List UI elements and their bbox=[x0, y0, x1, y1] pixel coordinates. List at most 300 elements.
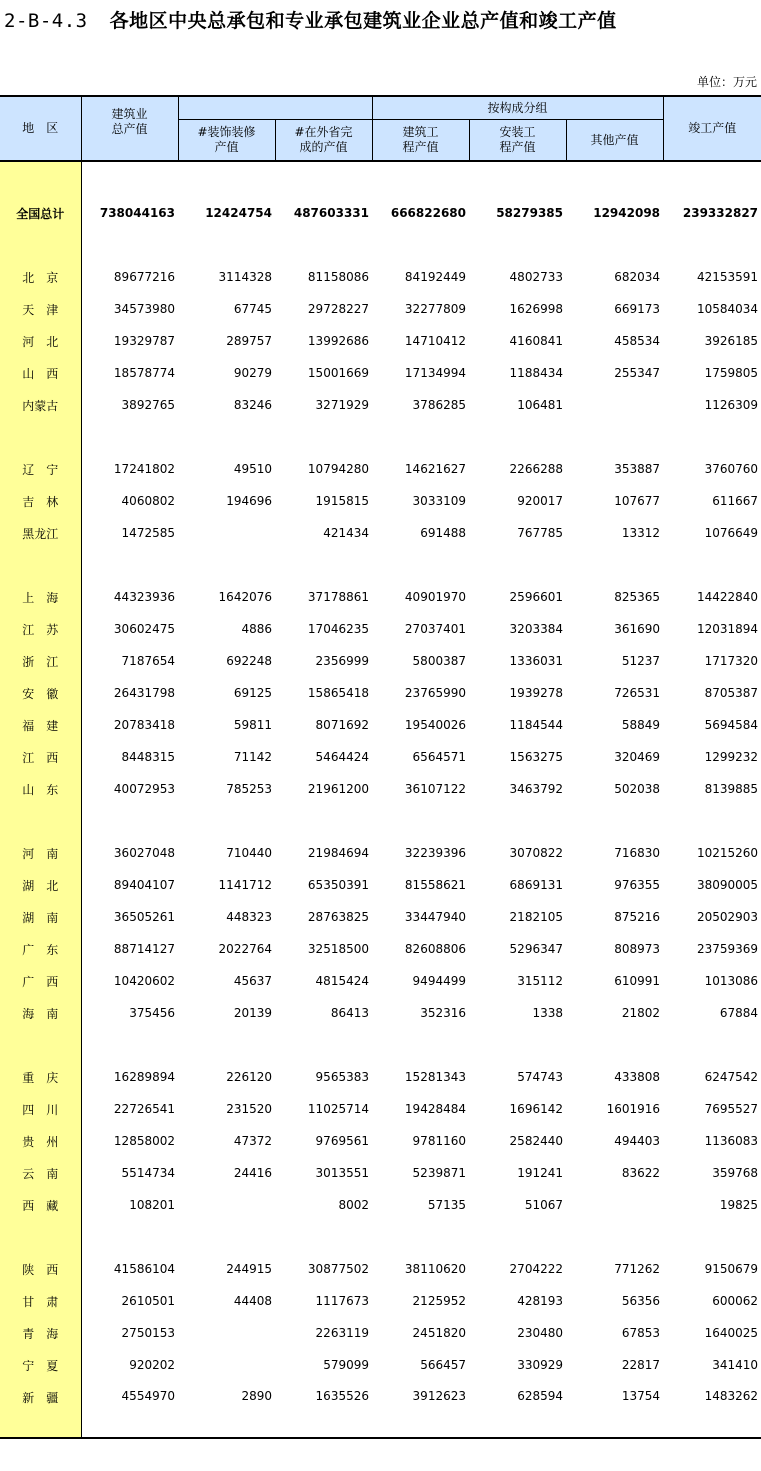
cell-construction: 19540026 bbox=[404, 718, 466, 732]
cell-gross-output: 10420602 bbox=[113, 974, 175, 988]
cell-completed: 239332827 bbox=[682, 206, 759, 220]
cell-gross-output: 20783418 bbox=[113, 718, 175, 732]
cell-other: 808973 bbox=[614, 942, 661, 956]
cell-construction: 33447940 bbox=[404, 910, 466, 924]
cell-construction: 32277809 bbox=[404, 302, 466, 316]
cell-completed: 14422840 bbox=[696, 590, 759, 604]
cell-decoration: 83246 bbox=[233, 398, 272, 412]
page-title bbox=[4, 6, 617, 33]
cell-gross-output: 26431798 bbox=[113, 686, 175, 700]
region-name: 重 庆 bbox=[0, 1061, 81, 1093]
cell-construction: 40901970 bbox=[404, 590, 466, 604]
cell-decoration: 20139 bbox=[233, 1006, 272, 1020]
table-row bbox=[0, 1157, 761, 1189]
cell-completed: 1076649 bbox=[704, 526, 759, 540]
spacer-cell bbox=[275, 805, 372, 837]
cell-construction: 691488 bbox=[420, 526, 466, 540]
cell-gross-output: 41586104 bbox=[113, 1262, 175, 1276]
cell-outside-province: 4815424 bbox=[315, 974, 369, 988]
cell-gross-output: 18578774 bbox=[113, 366, 175, 380]
cell-gross-output: 4554970 bbox=[81, 1381, 178, 1438]
cell-gross-output: 34573980 bbox=[113, 302, 175, 316]
table-row bbox=[0, 997, 761, 1029]
table-row bbox=[0, 645, 761, 677]
cell-other: 58849 bbox=[621, 718, 661, 732]
header-gross-output bbox=[81, 96, 178, 161]
region-name: 山 西 bbox=[0, 357, 81, 389]
cell-construction: 5800387 bbox=[412, 654, 466, 668]
cell-outside-province: 487603331 bbox=[293, 206, 369, 220]
cell-other: 1601916 bbox=[606, 1102, 661, 1116]
cell-decoration: 49510 bbox=[233, 462, 272, 476]
cell-installation: 1338 bbox=[532, 1006, 563, 1020]
cell-outside-province: 15001669 bbox=[307, 366, 369, 380]
cell-outside-province: 32518500 bbox=[307, 942, 369, 956]
unit-label: 单位：万元 bbox=[696, 75, 757, 89]
cell-other: 502038 bbox=[614, 782, 661, 796]
spacer-cell bbox=[275, 1029, 372, 1061]
cell-installation: 2266288 bbox=[509, 462, 563, 476]
cell-completed: 23759369 bbox=[696, 942, 759, 956]
table-row bbox=[0, 1349, 761, 1381]
table-row bbox=[0, 517, 761, 549]
cell-installation: 3070822 bbox=[509, 846, 563, 860]
cell-outside-province: 9769561 bbox=[315, 1134, 369, 1148]
cell-other: 669173 bbox=[614, 302, 661, 316]
cell-gross-output: 4060802 bbox=[121, 494, 175, 508]
cell-outside-province: 8002 bbox=[338, 1198, 369, 1212]
cell-decoration: 1141712 bbox=[218, 878, 272, 892]
cell-construction: 2451820 bbox=[412, 1326, 466, 1340]
header-region: 地 区 bbox=[0, 96, 81, 161]
cell-completed: 6247542 bbox=[704, 1070, 759, 1084]
region-name: 云 南 bbox=[0, 1157, 81, 1189]
cell-installation: 58279385 bbox=[496, 206, 563, 220]
cell-other bbox=[566, 389, 663, 421]
cell-decoration: 3114328 bbox=[218, 270, 272, 284]
cell-installation: 51067 bbox=[524, 1198, 563, 1212]
cell-construction: 32239396 bbox=[404, 846, 466, 860]
cell-other: 255347 bbox=[614, 366, 661, 380]
region-name: 河 南 bbox=[0, 837, 81, 869]
table-row bbox=[0, 1093, 761, 1125]
cell-other: 716830 bbox=[614, 846, 661, 860]
table-row bbox=[0, 837, 761, 869]
region-name: 贵 州 bbox=[0, 1125, 81, 1157]
cell-decoration: 44408 bbox=[233, 1294, 272, 1308]
spacer-row bbox=[0, 421, 761, 453]
header-construction: 建筑工 程产值 bbox=[372, 120, 469, 162]
region-name: 上 海 bbox=[0, 581, 81, 613]
cell-completed: 20502903 bbox=[696, 910, 759, 924]
spacer-cell bbox=[372, 421, 469, 453]
spacer-cell bbox=[372, 1221, 469, 1253]
region-name: 山 东 bbox=[0, 773, 81, 805]
cell-outside-province: 2263119 bbox=[315, 1326, 369, 1340]
cell-gross-output: 17241802 bbox=[113, 462, 175, 476]
spacer-cell bbox=[663, 805, 761, 837]
cell-outside-province: 8071692 bbox=[315, 718, 369, 732]
cell-gross-output: 30602475 bbox=[113, 622, 175, 636]
spacer-cell bbox=[81, 1221, 178, 1253]
cell-decoration: 90279 bbox=[233, 366, 272, 380]
cell-other: 51237 bbox=[621, 654, 661, 668]
cell-installation: 574743 bbox=[517, 1070, 563, 1084]
cell-other: 22817 bbox=[621, 1358, 661, 1372]
cell-decoration: 231520 bbox=[226, 1102, 272, 1116]
table-row bbox=[0, 1189, 761, 1221]
cell-completed: 1483262 bbox=[663, 1381, 761, 1438]
cell-completed: 19825 bbox=[719, 1198, 759, 1212]
region-name: 内蒙古 bbox=[0, 389, 81, 421]
cell-gross-output: 88714127 bbox=[113, 942, 175, 956]
cell-construction: 23765990 bbox=[404, 686, 466, 700]
cell-installation: 1184544 bbox=[509, 718, 563, 732]
cell-construction: 82608806 bbox=[404, 942, 466, 956]
cell-construction: 38110620 bbox=[404, 1262, 466, 1276]
region-name: 江 苏 bbox=[0, 613, 81, 645]
cell-decoration: 1642076 bbox=[218, 590, 272, 604]
cell-gross-output: 89677216 bbox=[113, 270, 175, 284]
cell-gross-output: 36505261 bbox=[113, 910, 175, 924]
cell-construction: 19428484 bbox=[404, 1102, 466, 1116]
spacer-cell bbox=[81, 229, 178, 261]
table-row bbox=[0, 677, 761, 709]
cell-completed: 5694584 bbox=[704, 718, 759, 732]
cell-gross-output: 19329787 bbox=[113, 334, 175, 348]
table-body bbox=[0, 161, 761, 1438]
cell-construction: 666822680 bbox=[390, 206, 466, 220]
cell-construction: 352316 bbox=[420, 1006, 466, 1020]
cell-other: 12942098 bbox=[593, 206, 661, 220]
total-row bbox=[0, 197, 761, 229]
table-row bbox=[0, 485, 761, 517]
cell-installation: 1563275 bbox=[509, 750, 563, 764]
cell-other: 494403 bbox=[614, 1134, 661, 1148]
table-row bbox=[0, 709, 761, 741]
cell-outside-province: 30877502 bbox=[307, 1262, 369, 1276]
cell-decoration: 692248 bbox=[226, 654, 272, 668]
table-row bbox=[0, 581, 761, 613]
spacer-cell bbox=[81, 421, 178, 453]
cell-installation: 1939278 bbox=[509, 686, 563, 700]
region-name: 福 建 bbox=[0, 709, 81, 741]
table-row bbox=[0, 389, 761, 421]
spacer-row bbox=[0, 161, 761, 197]
cell-construction: 6564571 bbox=[412, 750, 466, 764]
cell-construction: 57135 bbox=[427, 1198, 466, 1212]
header-blank bbox=[178, 96, 372, 120]
cell-completed: 12031894 bbox=[696, 622, 759, 636]
cell-decoration: 45637 bbox=[233, 974, 272, 988]
cell-decoration: 12424754 bbox=[205, 206, 272, 220]
cell-construction: 566457 bbox=[420, 1358, 466, 1372]
cell-gross-output: 738044163 bbox=[99, 206, 175, 220]
cell-construction: 9781160 bbox=[412, 1134, 466, 1148]
cell-outside-province: 29728227 bbox=[307, 302, 369, 316]
cell-outside-province: 1635526 bbox=[275, 1381, 372, 1438]
cell-gross-output: 3892765 bbox=[121, 398, 175, 412]
table-row bbox=[0, 453, 761, 485]
spacer-cell bbox=[566, 1221, 663, 1253]
cell-decoration: 2890 bbox=[178, 1381, 275, 1438]
region-name: 宁 夏 bbox=[0, 1349, 81, 1381]
cell-gross-output: 16289894 bbox=[113, 1070, 175, 1084]
table-code: 2-B-4.3 bbox=[4, 10, 88, 32]
spacer-row bbox=[0, 1029, 761, 1061]
header-decoration: #装饰装修 产值 bbox=[178, 120, 275, 162]
cell-construction: 2125952 bbox=[412, 1294, 466, 1308]
cell-outside-province: 1117673 bbox=[315, 1294, 369, 1308]
cell-gross-output: 1472585 bbox=[121, 526, 175, 540]
cell-gross-output: 108201 bbox=[129, 1198, 175, 1212]
cell-installation: 767785 bbox=[517, 526, 563, 540]
cell-decoration: 226120 bbox=[226, 1070, 272, 1084]
cell-completed: 10584034 bbox=[696, 302, 759, 316]
table-row bbox=[0, 1285, 761, 1317]
cell-completed: 42153591 bbox=[696, 270, 759, 284]
region-name: 湖 南 bbox=[0, 901, 81, 933]
cell-construction: 81558621 bbox=[404, 878, 466, 892]
cell-other: 825365 bbox=[614, 590, 661, 604]
cell-installation: 230480 bbox=[517, 1326, 563, 1340]
cell-construction: 14621627 bbox=[404, 462, 466, 476]
spacer-cell bbox=[469, 1221, 566, 1253]
cell-outside-province: 10794280 bbox=[307, 462, 369, 476]
region-name: 青 海 bbox=[0, 1317, 81, 1349]
spacer-row bbox=[0, 549, 761, 581]
table-header bbox=[0, 96, 761, 161]
spacer-cell bbox=[178, 421, 275, 453]
region-name: 黑龙江 bbox=[0, 517, 81, 549]
cell-construction: 15281343 bbox=[404, 1070, 466, 1084]
spacer-cell bbox=[566, 1029, 663, 1061]
table-row bbox=[0, 357, 761, 389]
spacer-cell bbox=[0, 161, 81, 197]
cell-gross-output: 375456 bbox=[129, 1006, 175, 1020]
cell-gross-output: 7187654 bbox=[121, 654, 175, 668]
cell-decoration: 24416 bbox=[233, 1166, 272, 1180]
spacer-cell bbox=[469, 549, 566, 581]
cell-construction: 9494499 bbox=[412, 974, 466, 988]
cell-completed: 600062 bbox=[712, 1294, 759, 1308]
region-name: 湖 北 bbox=[0, 869, 81, 901]
spacer-cell bbox=[275, 421, 372, 453]
cell-construction: 27037401 bbox=[404, 622, 466, 636]
cell-construction: 5239871 bbox=[412, 1166, 466, 1180]
table-row bbox=[0, 293, 761, 325]
spacer-cell bbox=[0, 229, 81, 261]
cell-decoration bbox=[178, 1189, 275, 1221]
spacer-cell bbox=[275, 1221, 372, 1253]
cell-decoration: 2022764 bbox=[218, 942, 272, 956]
cell-construction: 3912623 bbox=[372, 1381, 469, 1438]
spacer-cell bbox=[0, 421, 81, 453]
cell-outside-province: 86413 bbox=[330, 1006, 369, 1020]
spacer-cell bbox=[566, 805, 663, 837]
cell-construction: 14710412 bbox=[404, 334, 466, 348]
cell-installation: 191241 bbox=[517, 1166, 563, 1180]
cell-gross-output: 89404107 bbox=[113, 878, 175, 892]
region-name: 吉 林 bbox=[0, 485, 81, 517]
cell-other: 610991 bbox=[614, 974, 661, 988]
region-name: 江 西 bbox=[0, 741, 81, 773]
cell-outside-province: 21961200 bbox=[307, 782, 369, 796]
cell-completed: 1759805 bbox=[704, 366, 759, 380]
cell-other bbox=[566, 1189, 663, 1221]
region-name: 西 藏 bbox=[0, 1189, 81, 1221]
cell-installation: 1626998 bbox=[509, 302, 563, 316]
cell-other: 682034 bbox=[614, 270, 661, 284]
cell-outside-province: 21984694 bbox=[307, 846, 369, 860]
spacer-cell bbox=[275, 229, 372, 261]
header-gross-output-label: 建筑业 总产值 bbox=[111, 106, 148, 136]
cell-other: 13754 bbox=[566, 1381, 663, 1438]
cell-decoration bbox=[178, 1349, 275, 1381]
cell-outside-province: 579099 bbox=[323, 1358, 369, 1372]
cell-outside-province: 17046235 bbox=[307, 622, 369, 636]
cell-installation: 315112 bbox=[517, 974, 563, 988]
cell-installation: 2582440 bbox=[509, 1134, 563, 1148]
cell-decoration bbox=[178, 1317, 275, 1349]
cell-decoration: 67745 bbox=[233, 302, 272, 316]
spacer-cell bbox=[0, 1029, 81, 1061]
cell-other: 771262 bbox=[614, 1262, 661, 1276]
cell-gross-output: 36027048 bbox=[113, 846, 175, 860]
cell-outside-province: 2356999 bbox=[315, 654, 369, 668]
cell-completed: 7695527 bbox=[704, 1102, 759, 1116]
cell-other: 56356 bbox=[621, 1294, 661, 1308]
cell-completed: 8705387 bbox=[704, 686, 759, 700]
cell-decoration: 69125 bbox=[233, 686, 272, 700]
cell-gross-output: 2610501 bbox=[121, 1294, 175, 1308]
spacer-cell bbox=[469, 161, 566, 197]
region-name: 辽 宁 bbox=[0, 453, 81, 485]
cell-other: 353887 bbox=[614, 462, 661, 476]
cell-outside-province: 28763825 bbox=[307, 910, 369, 924]
cell-installation: 428193 bbox=[517, 1294, 563, 1308]
cell-gross-output: 5514734 bbox=[121, 1166, 175, 1180]
spacer-cell bbox=[372, 161, 469, 197]
cell-completed: 1717320 bbox=[704, 654, 759, 668]
spacer-cell bbox=[275, 161, 372, 197]
cell-other: 361690 bbox=[614, 622, 661, 636]
cell-outside-province: 13992686 bbox=[307, 334, 369, 348]
cell-other: 433808 bbox=[614, 1070, 661, 1084]
cell-installation: 2596601 bbox=[509, 590, 563, 604]
cell-decoration: 4886 bbox=[241, 622, 272, 636]
spacer-cell bbox=[178, 161, 275, 197]
cell-installation: 4802733 bbox=[509, 270, 563, 284]
cell-other: 875216 bbox=[614, 910, 661, 924]
table-row bbox=[0, 741, 761, 773]
spacer-row bbox=[0, 229, 761, 261]
spacer-cell bbox=[469, 229, 566, 261]
cell-completed: 38090005 bbox=[696, 878, 759, 892]
cell-other: 21802 bbox=[621, 1006, 661, 1020]
region-name: 新 疆 bbox=[0, 1381, 81, 1438]
cell-other: 458534 bbox=[614, 334, 661, 348]
spacer-cell bbox=[81, 1029, 178, 1061]
region-name: 浙 江 bbox=[0, 645, 81, 677]
cell-completed: 1640025 bbox=[704, 1326, 759, 1340]
region-name: 海 南 bbox=[0, 997, 81, 1029]
region-name: 天 津 bbox=[0, 293, 81, 325]
region-name: 河 北 bbox=[0, 325, 81, 357]
spacer-cell bbox=[663, 549, 761, 581]
table-row bbox=[0, 773, 761, 805]
cell-installation: 3203384 bbox=[509, 622, 563, 636]
table-row bbox=[0, 965, 761, 997]
cell-completed: 1126309 bbox=[704, 398, 759, 412]
spacer-cell bbox=[469, 1029, 566, 1061]
cell-installation: 2704222 bbox=[509, 1262, 563, 1276]
cell-completed: 341410 bbox=[712, 1358, 759, 1372]
spacer-cell bbox=[372, 549, 469, 581]
cell-gross-output: 920202 bbox=[129, 1358, 175, 1372]
cell-construction: 3033109 bbox=[412, 494, 466, 508]
cell-other: 13312 bbox=[621, 526, 661, 540]
spacer-cell bbox=[275, 549, 372, 581]
table-row bbox=[0, 1317, 761, 1349]
table-row bbox=[0, 1381, 761, 1438]
cell-completed: 3926185 bbox=[704, 334, 759, 348]
cell-outside-province: 37178861 bbox=[307, 590, 369, 604]
cell-decoration: 785253 bbox=[226, 782, 272, 796]
header-outside-province: #在外省完 成的产值 bbox=[275, 120, 372, 162]
header-by-composition: 按构成分组 bbox=[372, 96, 663, 120]
cell-completed: 3760760 bbox=[704, 462, 759, 476]
spacer-cell bbox=[0, 549, 81, 581]
cell-completed: 10215260 bbox=[696, 846, 759, 860]
cell-gross-output: 40072953 bbox=[113, 782, 175, 796]
cell-outside-province: 11025714 bbox=[307, 1102, 369, 1116]
region-name: 陕 西 bbox=[0, 1253, 81, 1285]
cell-outside-province: 3013551 bbox=[315, 1166, 369, 1180]
cell-decoration: 710440 bbox=[226, 846, 272, 860]
cell-installation: 1336031 bbox=[509, 654, 563, 668]
spacer-cell bbox=[372, 229, 469, 261]
spacer-cell bbox=[372, 1029, 469, 1061]
spacer-cell bbox=[566, 421, 663, 453]
cell-decoration: 194696 bbox=[226, 494, 272, 508]
spacer-cell bbox=[663, 1029, 761, 1061]
table-row bbox=[0, 869, 761, 901]
region-name: 甘 肃 bbox=[0, 1285, 81, 1317]
table-row bbox=[0, 1061, 761, 1093]
table-row bbox=[0, 1125, 761, 1157]
spacer-cell bbox=[663, 1221, 761, 1253]
cell-installation: 6869131 bbox=[509, 878, 563, 892]
cell-gross-output: 44323936 bbox=[113, 590, 175, 604]
cell-installation: 4160841 bbox=[509, 334, 563, 348]
spacer-cell bbox=[0, 805, 81, 837]
spacer-cell bbox=[178, 549, 275, 581]
cell-decoration: 47372 bbox=[233, 1134, 272, 1148]
cell-gross-output: 22726541 bbox=[113, 1102, 175, 1116]
region-name: 北 京 bbox=[0, 261, 81, 293]
spacer-row bbox=[0, 805, 761, 837]
table-row bbox=[0, 325, 761, 357]
cell-outside-province: 9565383 bbox=[315, 1070, 369, 1084]
cell-gross-output: 2750153 bbox=[121, 1326, 175, 1340]
cell-completed: 359768 bbox=[712, 1166, 759, 1180]
region-name: 广 西 bbox=[0, 965, 81, 997]
cell-completed: 8139885 bbox=[704, 782, 759, 796]
cell-other: 107677 bbox=[614, 494, 661, 508]
spacer-cell bbox=[566, 161, 663, 197]
cell-installation: 5296347 bbox=[509, 942, 563, 956]
